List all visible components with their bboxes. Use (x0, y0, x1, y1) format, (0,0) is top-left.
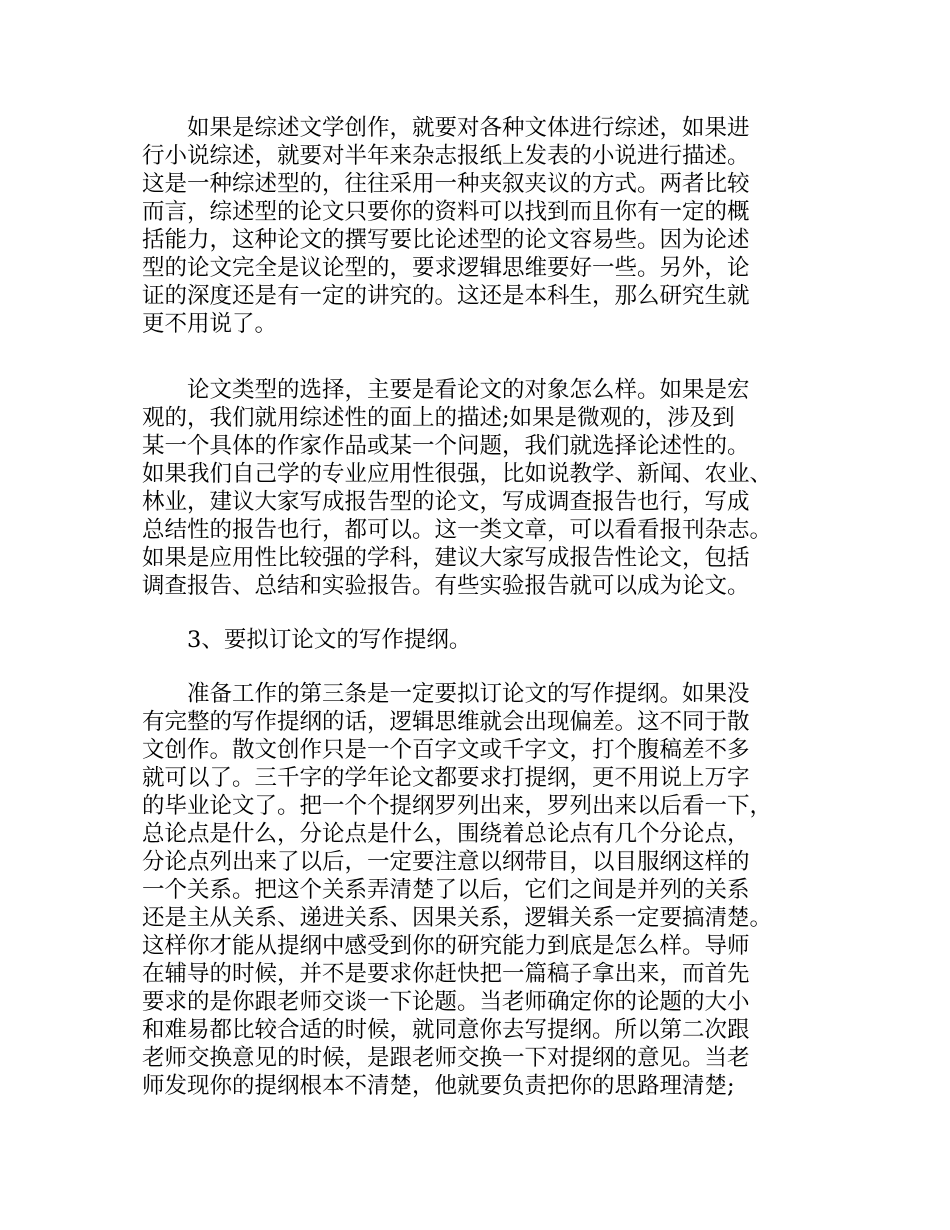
text-line: 总论点是什么，分论点是什么，围绕着总论点有几个分论点， (142, 821, 750, 847)
text-line: 更不用说了。 (142, 311, 278, 337)
text-line: 而言，综述型的论文只要你的资料可以找到而且你有一定的概 (142, 199, 750, 225)
heading-line: 3、要拟订论文的写作提纲。 (187, 627, 472, 653)
text-line: 这样你才能从提纲中感受到你的研究能力到底是怎么样。导师 (142, 933, 750, 959)
text-line: 要求的是你跟老师交谈一下论题。当老师确定你的论题的大小 (142, 989, 750, 1015)
text-line: 这是一种综述型的，往往采用一种夹叙夹议的方式。两者比较 (142, 171, 750, 197)
text-line: 就可以了。三千字的学年论文都要求打提纲，更不用说上万字 (142, 765, 750, 791)
text-line: 林业，建议大家写成报告型的论文，写成调查报告也行，写成 (142, 489, 750, 515)
text-line: 观的，我们就用综述性的面上的描述;如果是微观的，涉及到 (142, 405, 735, 431)
text-line: 如果是综述文学创作，就要对各种文体进行综述，如果进 (187, 115, 750, 141)
text-line: 有完整的写作提纲的话，逻辑思维就会出现偏差。这不同于散 (142, 709, 750, 735)
text-line: 如果是应用性比较强的学科，建议大家写成报告性论文，包括 (142, 545, 750, 571)
text-line: 分论点列出来了以后，一定要注意以纲带目，以目服纲这样的 (142, 849, 750, 875)
paragraph-outline (142, 680, 814, 1100)
text-line: 的毕业论文了。把一个个提纲罗列出来，罗列出来以后看一下， (142, 793, 773, 819)
text-line: 论文类型的选择，主要是看论文的对象怎么样。如果是宏 (187, 377, 750, 403)
paragraph-type-selection (142, 376, 814, 600)
text-line: 型的论文完全是议论型的，要求逻辑思维要好一些。另外，论 (142, 255, 750, 281)
document-page (142, 114, 814, 1100)
text-line: 某一个具体的作家作品或某一个问题，我们就选择论述性的。 (142, 433, 750, 459)
text-line: 老师交换意见的时候，是跟老师交换一下对提纲的意见。当老 (142, 1045, 750, 1071)
text-line: 行小说综述，就要对半年来杂志报纸上发表的小说进行描述。 (142, 143, 750, 169)
text-line: 如果我们自己学的专业应用性很强，比如说教学、新闻、农业、 (142, 461, 773, 487)
text-line: 准备工作的第三条是一定要拟订论文的写作提纲。如果没 (187, 681, 750, 707)
text-line: 和难易都比较合适的时候，就同意你去写提纲。所以第二次跟 (142, 1017, 750, 1043)
paragraph-review-type (142, 114, 814, 338)
text-line: 总结性的报告也行，都可以。这一类文章，可以看看报刊杂志。 (142, 517, 773, 543)
text-line: 还是主从关系、递进关系、因果关系，逻辑关系一定要搞清楚。 (142, 905, 773, 931)
text-line: 括能力，这种论文的撰写要比论述型的论文容易些。因为论述 (142, 227, 750, 253)
text-line: 师发现你的提纲根本不清楚，他就要负责把你的思路理清楚; (142, 1073, 735, 1099)
section-heading (142, 626, 814, 654)
text-line: 证的深度还是有一定的讲究的。这还是本科生，那么研究生就 (142, 283, 750, 309)
text-line: 文创作。散文创作只是一个百字文或千字文，打个腹稿差不多 (142, 737, 750, 763)
text-line: 在辅导的时候，并不是要求你赶快把一篇稿子拿出来，而首先 (142, 961, 750, 987)
text-line: 调查报告、总结和实验报告。有些实验报告就可以成为论文。 (142, 573, 750, 599)
text-line: 一个关系。把这个关系弄清楚了以后，它们之间是并列的关系 (142, 877, 750, 903)
